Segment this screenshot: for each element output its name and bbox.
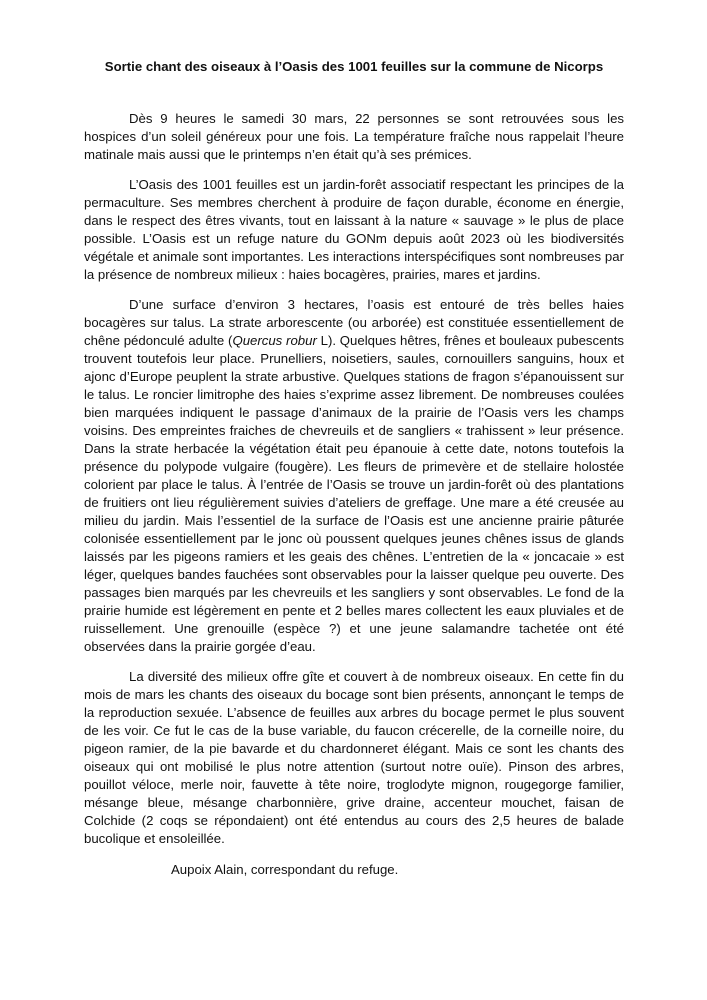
document-page [84, 58, 624, 879]
paragraph-arrival: Dès 9 heures le samedi 30 mars, 22 personnes se sont retrouvées sous les hospices d’un soleil généreux pour une fois. La température fraîche nous rappelait l’heure matinale mais aussi que le printemps n’en était qu’à ses prémices. [84, 111, 624, 162]
latin-species-name: Quercus robur [232, 333, 317, 348]
author-signature: Aupoix Alain, correspondant du refuge. [171, 862, 399, 877]
document-title: Sortie chant des oiseaux à l’Oasis des 1001 feuilles sur la commune de Nicorps [104, 59, 604, 74]
paragraph-birds: La diversité des milieux offre gîte et couvert à de nombreux oiseaux. En cette fin du mois de mars les chants des oiseaux du bocage sont bien présents, annonçant le temps de la reproduction sexuée. L’absence de feuilles aux arbres du bocage permet le plus souvent de les voir. Ce fut le cas de la buse variable, du faucon crécerelle, de la corneille noire, du pigeon ramier, de la pie bavarde et du chardonneret élégant. Mais ce sont les chants des oiseaux qui ont mobilisé le plus notre attention (surtout notre ouïe). Pinson des arbres, pouillot véloce, merle noir, fauvette à tête noire, troglodyte mignon, rougegorge familier, mésange bleue, mésange charbonnière, grive draine, accenteur mouchet, faisan de Colchide (2 coqs se répondaient) ont été entendus au cours des 2,5 heures de balade bucolique et ensoleillée. [84, 669, 624, 846]
paragraph-oasis-description: L’Oasis des 1001 feuilles est un jardin-forêt associatif respectant les principes de la permaculture. Ses membres cherchent à produire de façon durable, économe en énergie, dans le respect des êtres vivants, tout en laissant à la nature « sauvage » le plus de place possible. L’Oasis est un refuge nature du GONm depuis août 2023 où les biodiversités végétale et animale sont importantes. Les interactions interspécifiques sont nombreuses par la présence de nombreux milieux : haies bocagères, prairies, mares et jardins. [84, 177, 624, 282]
paragraph-habitat [84, 296, 624, 656]
habitat-text-start: D’une surface d’environ 3 hectares, l’oasis est entouré de très belles haies bocagères sur talus. La strate arborescente (ou arborée) est constituée essentiellement de chêne pédonculé adulte ( [84, 297, 624, 348]
habitat-text-end: L). Quelques hêtres, frênes et bouleaux pubescents trouvent toutefois leur place. Prunelliers, noisetiers, saules, cornouillers sanguins, houx et ajonc d’Europe peuplent la strate arbustive. Quelques stations de fragon s’épanouissent sur le talus. Le roncier limitrophe des haies s’exprime assez librement. De nombreuses coulées bien marquées indiquent le passage d’animaux de la prairie de l’Oasis vers les champs voisins. Des empreintes fraiches de chevreuils et de sangliers « trahissent » leur présence. Dans la strate herbacée la végétation était peu épanouie à cette date, notons toutefois la présence du polypode vulgaire (fougère). Les fleurs de primevère et de stellaire holostée colorient par place le talus. À l’entrée de l’Oasis se trouve un jardin-forêt où des plantations de fruitiers ont lieu régulièrement suivies d’ateliers de greffage. Une mare a été creusée au milieu du jardin. Mais l’essentiel de la surface de l’Oasis est une ancienne prairie pâturée colonisée essentiellement par le jonc où poussent quelques jeunes chênes issus de glands laissés par les pigeons ramiers et les geais des chênes. L’entretien de la « joncacaie » est léger, quelques bandes fauchées sont observables pour la laisser quelque peu ouverte. Des passages bien marqués par les chevreuils et les sangliers y sont observables. Le fond de la prairie humide est légèrement en pente et 2 belles mares collectent les eaux pluviales et de ruissellement. Une grenouille (espèce ?) et une jeune salamandre tachetée ont été observées dans la prairie gorgée d’eau. [84, 333, 625, 654]
